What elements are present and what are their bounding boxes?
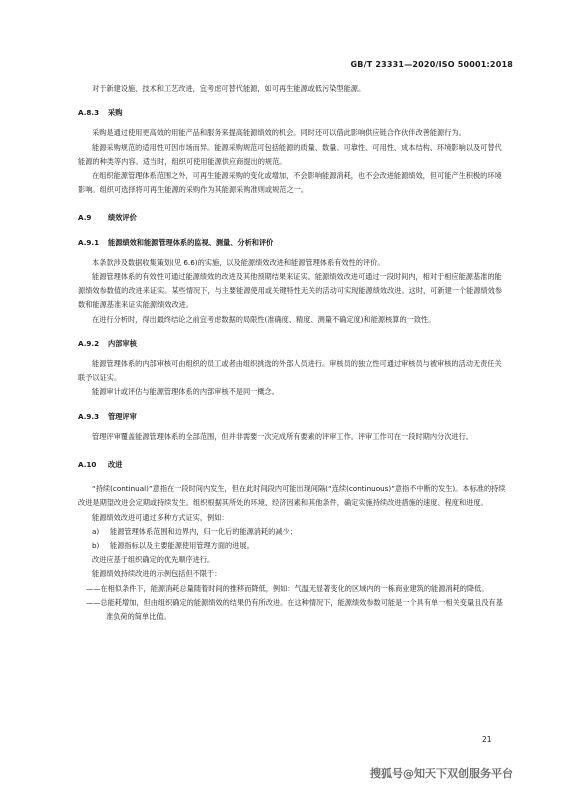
- list-marker: a): [92, 526, 100, 536]
- paragraph: 本条款涉及数据收集策划(见 6.6)的实施，以及能源绩效改进和能源管理体系有效性的评价。: [92, 257, 385, 267]
- section-heading-a10: [78, 458, 508, 472]
- section-title: 采购: [108, 108, 123, 118]
- dash-list-item: ——总能耗增加，但由组织确定的能源绩效的结果仍有所改进。在这种情况下，能源绩效参数可能是一个具有单一相关变量且没有基准负荷的简单比值。: [86, 597, 503, 622]
- standard-number: GB/T 23331—2020/ISO 50001:2018: [350, 60, 513, 69]
- list-text: 能源管理体系范围和边界内，归一化后的能源消耗的减少；: [110, 526, 297, 536]
- section-number: A.9.3: [78, 411, 100, 421]
- section-title: 管理评审: [108, 411, 137, 421]
- paragraph: 能源采购规范的适用性可因市场而异。能源采购规范可包括能源的质量、数量、可靠性、可用性、成本结构、环境影响以及可替代能源的种类等内容。适当时，组织可使用能源供应商提出的规范。: [78, 142, 502, 166]
- paragraph: 管理评审覆盖能源管理体系的全部范围，但并非需要一次完成所有要素的评审工作。评审工作可在一段时期内分次进行。: [92, 431, 473, 441]
- paragraph: 能源绩效改进可通过多种方式证实，例如：: [92, 512, 229, 522]
- paragraph: 采购是通过使用更高效的用能产品和服务来提高能源绩效的机会。同时还可以借此影响供应链合作伙伴改善能源行为。: [92, 128, 466, 138]
- section-heading-a83: [78, 106, 508, 120]
- watermark: 搜狐号@知天下双创服务平台: [370, 767, 513, 780]
- section-number: A.8.3: [78, 108, 100, 118]
- paragraph: 能源管理体系的有效性可通过能源绩效的改进及其他预期结果来证实。能源绩效改进可通过一段时间内，相对于相应能源基准的能源绩效参数值的改进来证实。某些情况下，与主要能源使用或关键特性无关的活动可实现能源绩效改进。这时，可新建一个能源绩效参数和能源基准来证实能源绩效改进。: [78, 272, 503, 310]
- document-body: [78, 82, 508, 624]
- section-number: A.9: [78, 213, 92, 223]
- list-text: 能源指标以及主要能源使用管理方面的进展。: [110, 541, 254, 551]
- intro-paragraph: 对于新建设施、技术和工艺改进，宜考虑可替代能源，如可再生能源或低污染型能源。: [92, 84, 366, 93]
- list-item: [78, 525, 508, 539]
- list-marker: b): [92, 541, 100, 551]
- paragraph: 能源管理体系的内部审核可由组织的员工或者由组织挑选的外部人员进行。审核员的独立性可通过审核员与被审核的活动无责任关联予以证实。: [78, 359, 502, 383]
- paragraph: 能源审计或评估与能源管理体系的内部审核不是同一概念。: [92, 387, 279, 397]
- section-number: A.9.1: [78, 237, 100, 247]
- section-title: 绩效评价: [108, 213, 137, 223]
- paragraph: 在组织能源管理体系范围之外，可再生能源采购的变化或增加，不会影响能源消耗，也不会改进能源绩效，但可能产生积极的环境影响。组织可选择将可再生能源的采购作为其能源采购准则或规范之一。: [78, 171, 502, 195]
- section-title: 内部审核: [108, 338, 137, 348]
- paragraph: 在进行分析时，得出最终结论之前宜考虑数据的局限性(准确度、精度、测量不确定度)和能源核算的一致性。: [92, 314, 436, 324]
- dash-list-item: ——在相似条件下，能源消耗总量随着时间的推移而降低，例如：气温无显著变化的区域内的一栋商业建筑的能源消耗的降低。: [86, 583, 489, 593]
- paragraph: 改进应基于组织确定的优先顺序进行。: [92, 555, 215, 565]
- section-title: 能源绩效和能源管理体系的监视、测量、分析和评价: [108, 237, 274, 247]
- section-number: A.10: [78, 460, 97, 470]
- section-heading-a92: [78, 337, 508, 351]
- paragraph: “持续(continual)”意指在一段时间内发生，但在此时间段内可能出现间隔(“连续(continuous)”意指不中断的发生)。本标准的持续改进是期望改进会定期或持续发生。组织根据其所处的环境、经济因素和其他条件，确定实施持续改进措施的速度、程度和进度。: [78, 484, 506, 508]
- section-heading-a93: [78, 410, 508, 424]
- section-heading-a91: [78, 236, 508, 250]
- page-number: 21: [482, 735, 492, 744]
- section-title: 改进: [108, 460, 123, 470]
- paragraph: 能源绩效持续改进的示例包括但不限于：: [92, 569, 222, 579]
- section-number: A.9.2: [78, 338, 100, 348]
- list-item: [78, 539, 508, 553]
- section-heading-a9: [78, 211, 508, 225]
